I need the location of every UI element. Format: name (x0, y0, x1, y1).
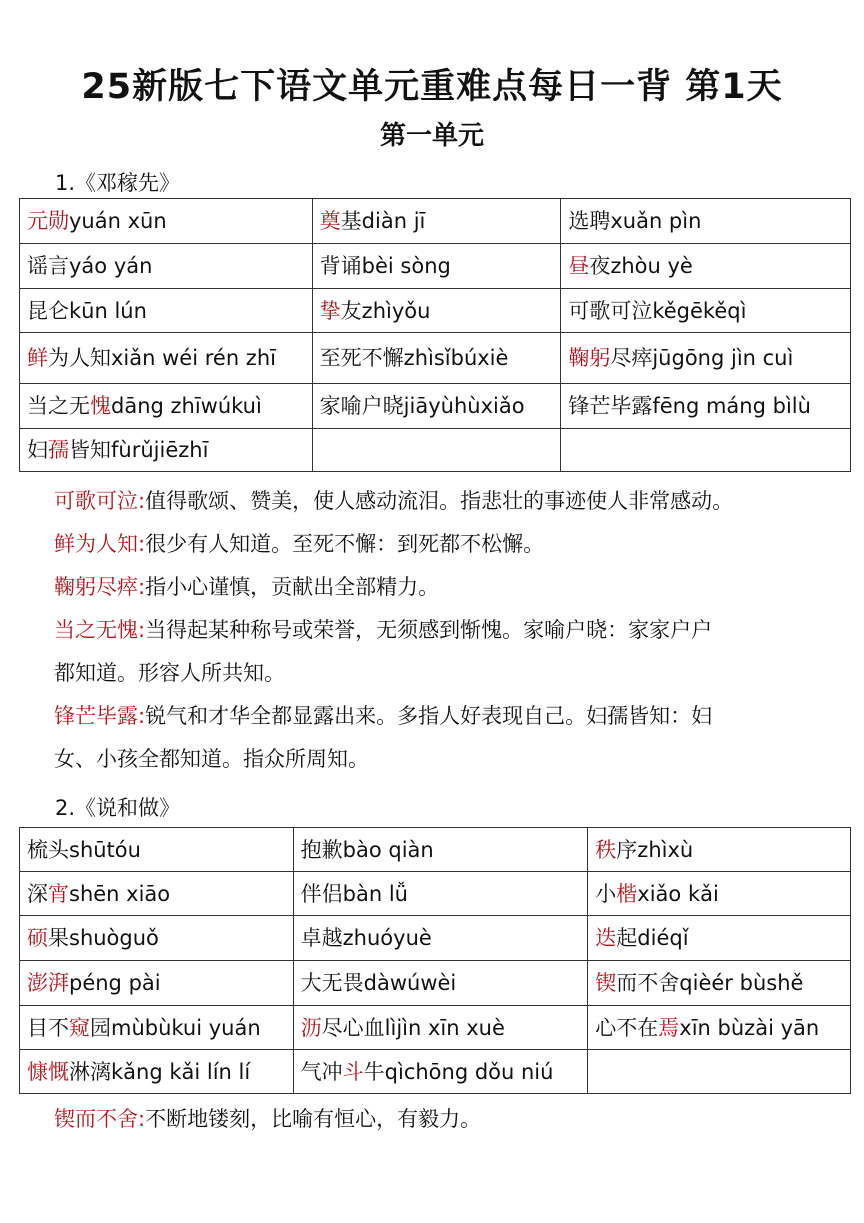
vocab-word: 起diéqǐ (616, 926, 689, 950)
highlight-char: 澎湃 (27, 971, 69, 995)
vocab-word: 夜zhòu yè (589, 254, 693, 278)
vocab-cell (312, 289, 561, 333)
vocab-cell (20, 199, 313, 244)
vocab-cell (561, 244, 851, 289)
definition-text: 当得起某种称号或荣誉，无须感到惭愧。家喻户晓：家家户户 (145, 618, 713, 642)
vocab-word: dāng zhīwúkuì (111, 394, 262, 418)
vocab-word: 为人知xiǎn wéi rén zhī (48, 346, 276, 370)
vocab-cell (20, 1050, 294, 1094)
definition-line (54, 652, 834, 695)
definition-line (54, 738, 834, 781)
vocab-word: péng pài (69, 971, 161, 995)
vocab-cell (20, 429, 313, 472)
section-heading-2: 2.《说和做》 (55, 796, 181, 820)
definitions-1 (54, 480, 834, 781)
vocab-cell (20, 333, 313, 384)
vocab-word: 大无畏dàwúwèi (300, 971, 457, 995)
highlight-char: 昼 (568, 254, 590, 278)
vocab-word: 卓越zhuóyuè (300, 926, 432, 950)
vocab-word: 小 (595, 881, 617, 906)
definition-line (54, 566, 834, 609)
definition-text: 很少有人知道。至死不懈：到死都不松懈。 (145, 532, 545, 556)
definition-line (54, 609, 834, 652)
vocab-cell (293, 1050, 588, 1094)
vocab-word: 基diàn jī (340, 209, 426, 233)
vocab-cell (588, 828, 851, 872)
vocab-word: 谣言yáo yán (27, 254, 153, 278)
vocab-cell (20, 244, 313, 289)
vocab-word: 可歌可泣kěgēkěqì (568, 298, 747, 323)
vocab-cell (293, 961, 588, 1006)
vocab-word: 梳头shūtóu (27, 837, 141, 862)
highlight-char: 楷 (616, 881, 638, 906)
vocab-word: 果shuòguǒ (48, 926, 159, 950)
unit-heading: 第一单元 (379, 121, 484, 151)
vocab-word: 尽心血lìjìn xīn xuè (321, 1015, 505, 1040)
vocab-cell (561, 429, 851, 472)
highlight-char: 元 (27, 209, 48, 233)
vocab-cell (588, 1050, 851, 1094)
highlight-char: 勋 (48, 209, 69, 233)
vocab-word: 心不在 (595, 1015, 659, 1040)
table-row (20, 828, 851, 872)
table-row (20, 1006, 851, 1050)
vocab-cell (20, 1006, 294, 1050)
definition-text: 锐气和才华全都显露出来。多指人好表现自己。妇孺皆知：妇 (145, 704, 713, 728)
highlight-char: 慷慨 (27, 1059, 69, 1084)
table-row (20, 429, 851, 472)
table-row (20, 961, 851, 1006)
highlight-char: 鞠躬 (568, 346, 611, 370)
page-title: 25新版七下语文单元重难点每日一背 第1天 (81, 67, 783, 107)
highlight-char: 迭 (595, 926, 617, 950)
vocab-word: 抱歉bào qiàn (300, 837, 434, 862)
vocab-table-2 (19, 827, 851, 1094)
table-row (20, 333, 851, 384)
vocab-cell (312, 429, 561, 472)
vocab-cell (293, 916, 588, 961)
definition-term: 锲而不舍: (54, 1107, 146, 1131)
vocab-word: 家喻户晓jiāyùhùxiǎo (319, 394, 525, 418)
vocab-cell (20, 384, 313, 429)
vocab-cell (588, 916, 851, 961)
vocab-word: 至死不懈zhìsǐbúxiè (319, 346, 509, 370)
vocab-word: xīn bùzài yān (679, 1015, 820, 1040)
definition-term: 锋芒毕露: (54, 704, 146, 728)
vocab-word: 伴侣bàn lǚ (300, 881, 408, 906)
vocab-word: yuán xūn (69, 209, 167, 233)
vocab-cell (20, 916, 294, 961)
vocab-word: 而不舍qièér bùshě (616, 971, 804, 995)
vocab-cell (293, 1006, 588, 1050)
highlight-char: 愧 (90, 394, 111, 418)
definition-line (54, 695, 834, 738)
highlight-char: 孺 (48, 438, 69, 462)
definition-text: 女、小孩全都知道。指众所周知。 (54, 747, 369, 771)
vocab-cell (561, 289, 851, 333)
definition-term: 鞠躬尽瘁: (54, 575, 146, 599)
definition-line (54, 1098, 834, 1141)
highlight-char: 鲜 (27, 346, 48, 370)
vocab-word: 目不 (27, 1015, 69, 1040)
vocab-cell (588, 872, 851, 916)
table-row (20, 384, 851, 429)
highlight-char: 宵 (48, 881, 69, 906)
definitions-2 (54, 1098, 834, 1141)
vocab-word: 园mùbùkui yuán (90, 1015, 261, 1040)
vocab-cell (20, 289, 313, 333)
highlight-char: 锲 (595, 971, 617, 995)
definition-line (54, 480, 834, 523)
vocab-cell (312, 384, 561, 429)
vocab-cell (588, 961, 851, 1006)
section-heading-1: 1.《邓稼先》 (55, 171, 181, 195)
definition-term: 当之无愧: (54, 618, 146, 642)
table-row (20, 872, 851, 916)
vocab-word: 尽瘁jūgōng jìn cuì (610, 346, 794, 370)
definition-term: 鲜为人知: (54, 532, 146, 556)
table-row (20, 1050, 851, 1094)
vocab-word: 气冲 (300, 1059, 343, 1084)
vocab-word: 锋芒毕露fēng máng bìlù (568, 394, 811, 418)
vocab-word: 淋漓kǎng kǎi lín lí (69, 1059, 251, 1084)
table-row (20, 244, 851, 289)
vocab-word: 友zhìyǒu (340, 298, 431, 323)
vocab-table-1 (19, 198, 851, 472)
highlight-char: 秩 (595, 837, 617, 862)
vocab-cell (312, 333, 561, 384)
vocab-word: 当之无 (27, 394, 90, 418)
vocab-word: 背诵bèi sòng (319, 254, 451, 278)
vocab-cell (312, 199, 561, 244)
highlight-char: 窥 (69, 1015, 90, 1040)
vocab-cell (20, 872, 294, 916)
highlight-char: 焉 (658, 1015, 680, 1040)
vocab-word: 深 (27, 881, 48, 906)
vocab-cell (312, 244, 561, 289)
definition-term: 可歌可泣: (54, 489, 146, 513)
highlight-char: 奠 (319, 209, 341, 233)
highlight-char: 斗 (342, 1059, 364, 1084)
definition-text: 都知道。形容人所共知。 (54, 661, 285, 685)
vocab-word: 序zhìxù (616, 837, 694, 862)
definition-text: 不断地镂刻，比喻有恒心，有毅力。 (145, 1107, 482, 1131)
vocab-cell (293, 872, 588, 916)
vocab-word: xiǎo kǎi (637, 881, 719, 906)
vocab-cell (293, 828, 588, 872)
definition-text: 值得歌颂、赞美，使人感动流泪。指悲壮的事迹使人非常感动。 (145, 489, 734, 513)
table-row (20, 199, 851, 244)
vocab-cell (20, 961, 294, 1006)
highlight-char: 硕 (27, 926, 48, 950)
vocab-word: shēn xiāo (69, 881, 171, 906)
vocab-cell (20, 828, 294, 872)
vocab-word: 选聘xuǎn pìn (568, 209, 702, 233)
vocab-word: 昆仑kūn lún (27, 298, 147, 323)
vocab-cell (561, 384, 851, 429)
vocab-cell (561, 199, 851, 244)
table-row (20, 916, 851, 961)
highlight-char: 挚 (319, 298, 341, 323)
definition-text: 指小心谨慎，贡献出全部精力。 (145, 575, 440, 599)
definition-line (54, 523, 834, 566)
highlight-char: 沥 (300, 1015, 322, 1040)
vocab-cell (588, 1006, 851, 1050)
table-row (20, 289, 851, 333)
vocab-word: 牛qìchōng dǒu niú (363, 1059, 554, 1084)
vocab-word: 妇 (27, 438, 48, 462)
vocab-word: 皆知fùrǔjiēzhī (69, 438, 209, 462)
vocab-cell (561, 333, 851, 384)
